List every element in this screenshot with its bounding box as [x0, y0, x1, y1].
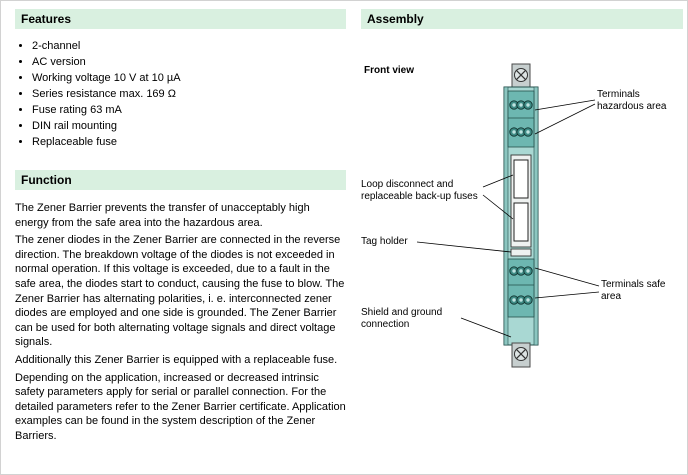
left-column [15, 9, 346, 447]
callout-terminals-safe-area: Terminals safe area [601, 279, 666, 302]
feature-item: • Fuse rating 63 mA [32, 102, 346, 118]
function-text [15, 201, 346, 444]
function-paragraph: The zener diodes in the Zener Barrier are connected in the reverse direction. The breakdown voltage of the diodes is not exceeded in normal operation. If this voltage is exceeded, due to a fault in the safe area, the diodes start to conduct, causing the fuse to blow. The Zener Barrier has alternating polarities, i. e. interconnected zener diodes are employed and one side is grounded. The Zener Barrier can be used for both alternating voltage signals and direct voltage signals. [15, 234, 345, 349]
terminals-safe-block [508, 259, 534, 317]
terminals-hazardous-block [508, 91, 534, 147]
front-view-label: Front view [364, 65, 415, 76]
callout-loop-disconnect: Loop disconnect and replaceable back-up fuses [361, 179, 478, 202]
feature-item: • 2-channel [32, 38, 346, 54]
callout-tag-holder: Tag holder [361, 236, 408, 247]
features-list [15, 38, 346, 150]
callout-terminals-hazardous-area: Terminals hazardous area [597, 89, 667, 112]
feature-item: • DIN rail mounting [32, 118, 346, 134]
right-column [361, 9, 683, 381]
function-section [15, 170, 346, 444]
function-paragraph: Depending on the application, increased or decreased intrinsic safety parameters apply for serial or parallel connection. For the detailed parameters refer to the Zener Barrier certificate. Application examples can be found in the system description of the Zener Barriers. [15, 371, 346, 442]
fuse-2 [514, 203, 528, 241]
features-heading: Features [15, 9, 346, 29]
function-heading: Function [15, 170, 346, 190]
function-paragraph: The Zener Barrier prevents the transfer of unacceptably high energy from the safe area into the hazardous area. [15, 202, 310, 229]
assembly-heading: Assembly [361, 9, 683, 29]
feature-item: • Replaceable fuse [32, 134, 346, 150]
tag-holder-part [511, 249, 531, 256]
feature-item: • Series resistance max. 169 Ω [32, 86, 346, 102]
callout-shield-ground: Shield and ground connection [361, 307, 443, 330]
top-screw-tab [512, 64, 530, 88]
feature-item: • Working voltage 10 V at 10 µA [32, 70, 346, 86]
bottom-screw-tab [512, 343, 530, 367]
assembly-diagram [361, 55, 683, 381]
fuse-panel [511, 155, 531, 247]
feature-item: • AC version [32, 54, 346, 70]
fuse-1 [514, 160, 528, 198]
function-paragraph: Additionally this Zener Barrier is equipped with a replaceable fuse. [15, 353, 338, 366]
